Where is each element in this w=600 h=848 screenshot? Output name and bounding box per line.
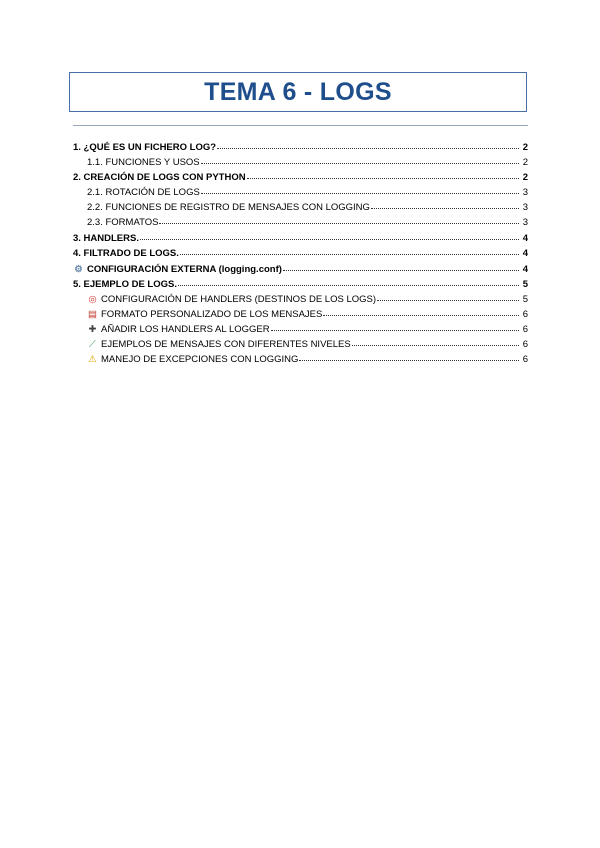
target-icon: ◎ xyxy=(88,294,97,305)
gear-icon: ⚙ xyxy=(74,263,83,275)
toc-page-number: 2 xyxy=(522,141,528,153)
toc-entry-label: CONFIGURACIÓN DE HANDLERS (DESTINOS DE LOS LOGS) xyxy=(101,294,377,305)
toc-entry-1[interactable] xyxy=(73,137,528,153)
toc-entry-5[interactable] xyxy=(73,275,528,291)
test-tube-icon: ⟋ xyxy=(89,339,96,350)
toc-page-number: 4 xyxy=(522,248,528,259)
dot-leader xyxy=(178,285,519,286)
dot-leader xyxy=(283,270,519,271)
toc-page-number: 3 xyxy=(522,202,528,213)
toc-entry-3[interactable] xyxy=(73,228,528,244)
toc-page-number: 2 xyxy=(522,156,528,168)
dot-leader xyxy=(159,223,519,224)
title-box xyxy=(69,72,527,112)
toc-entry-label: CONFIGURACIÓN EXTERNA (logging.conf) xyxy=(87,263,282,275)
dot-leader xyxy=(247,178,519,179)
dot-leader xyxy=(201,193,519,194)
toc-entry-label: FORMATO PERSONALIZADO DE LOS MENSAJES xyxy=(101,309,323,320)
toc-page-number: 5 xyxy=(522,294,528,305)
document-title: TEMA 6 - LOGS xyxy=(204,77,392,106)
dot-leader xyxy=(323,315,519,316)
toc-entry-1-1[interactable] xyxy=(73,153,528,168)
warning-icon: ⚠ xyxy=(88,354,97,365)
toc-entry-label: 5. EJEMPLO DE LOGS. xyxy=(73,279,177,290)
toc-page-number: 3 xyxy=(522,187,528,198)
toc-page-number: 6 xyxy=(522,339,528,350)
plus-icon: ✚ xyxy=(88,324,97,335)
dot-leader xyxy=(352,345,519,346)
dot-leader xyxy=(377,300,519,301)
toc-entry-label: 2.2. FUNCIONES DE REGISTRO DE MENSAJES CON LOGGING xyxy=(87,202,370,213)
dot-leader xyxy=(180,254,519,255)
toc-entry-label: EJEMPLOS DE MENSAJES CON DIFERENTES NIVELES xyxy=(101,339,351,350)
dot-leader xyxy=(201,163,519,164)
toc-entry-label: AÑADIR LOS HANDLERS AL LOGGER xyxy=(101,324,270,335)
toc-page-number: 6 xyxy=(522,354,528,365)
toc-entry-config-externa[interactable] xyxy=(73,259,528,275)
toc-entry-2-2[interactable] xyxy=(73,198,528,213)
dot-leader xyxy=(140,239,519,240)
toc-page-number: 6 xyxy=(522,309,528,320)
toc-page-number: 6 xyxy=(522,324,528,335)
dot-leader xyxy=(217,148,519,149)
toc-page-number: 5 xyxy=(522,279,528,290)
toc-entry-label: 1.1. FUNCIONES Y USOS xyxy=(87,156,200,168)
toc-page-number: 4 xyxy=(522,263,528,275)
toc-entry-2-3[interactable] xyxy=(73,213,528,228)
toc-entry-2[interactable] xyxy=(73,168,528,184)
toc-entry-ejemplos-niveles[interactable] xyxy=(73,335,528,350)
dot-leader xyxy=(371,208,519,209)
toc-page-number: 2 xyxy=(522,172,528,183)
toc-entry-label: 2. CREACIÓN DE LOGS CON PYTHON xyxy=(73,172,246,183)
toc-entry-config-handlers[interactable] xyxy=(73,290,528,305)
toc-entry-4[interactable] xyxy=(73,244,528,260)
toc-entry-label: 1. ¿QUÉ ES UN FICHERO LOG? xyxy=(73,141,217,153)
toc-entry-anadir-handlers[interactable] xyxy=(73,320,528,335)
toc-entry-label: 3. HANDLERS. xyxy=(73,232,139,244)
toc-entry-label: 2.1. ROTACIÓN DE LOGS xyxy=(87,187,200,198)
brick-icon: ▤ xyxy=(88,309,97,320)
toc-page-number: 3 xyxy=(522,217,528,228)
toc-entry-2-1[interactable] xyxy=(73,183,528,198)
toc-page-number: 4 xyxy=(522,232,528,244)
table-of-contents xyxy=(73,137,528,365)
toc-entry-label: 2.3. FORMATOS xyxy=(87,217,159,228)
toc-entry-formato[interactable] xyxy=(73,305,528,320)
separator-line xyxy=(73,125,528,126)
toc-entry-label: 4. FILTRADO DE LOGS. xyxy=(73,248,179,259)
toc-entry-excepciones[interactable] xyxy=(73,350,528,365)
dot-leader xyxy=(299,360,519,361)
dot-leader xyxy=(271,330,519,331)
toc-entry-label: MANEJO DE EXCEPCIONES CON LOGGING xyxy=(101,354,299,365)
